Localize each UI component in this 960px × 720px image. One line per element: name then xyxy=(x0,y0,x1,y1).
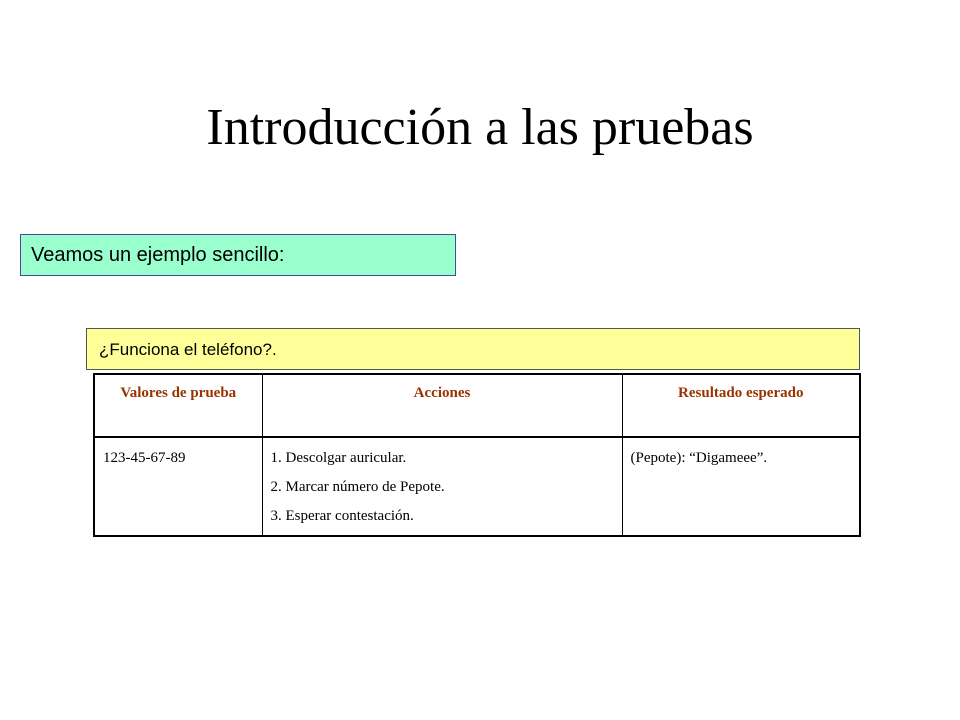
table-header-row xyxy=(94,374,860,437)
intro-box: Veamos un ejemplo sencillo: xyxy=(20,234,456,276)
cell-expected-result: (Pepote): “Digameee”. xyxy=(622,437,860,536)
cell-actions xyxy=(262,437,622,536)
table-row xyxy=(94,437,860,536)
action-item: 1. Descolgar auricular. xyxy=(270,450,407,466)
action-item: 2. Marcar número de Pepote. xyxy=(270,479,445,495)
header-test-values: Valores de prueba xyxy=(94,374,262,437)
question-box: ¿Funciona el teléfono?. xyxy=(86,328,860,370)
action-item: 3. Esperar contestación. xyxy=(270,508,414,524)
actions-list xyxy=(271,448,614,526)
test-table xyxy=(93,373,861,537)
header-expected-result: Resultado esperado xyxy=(622,374,860,437)
slide-title: Introducción a las pruebas xyxy=(206,99,754,156)
header-actions: Acciones xyxy=(262,374,622,437)
cell-test-value: 123-45-67-89 xyxy=(94,437,262,536)
